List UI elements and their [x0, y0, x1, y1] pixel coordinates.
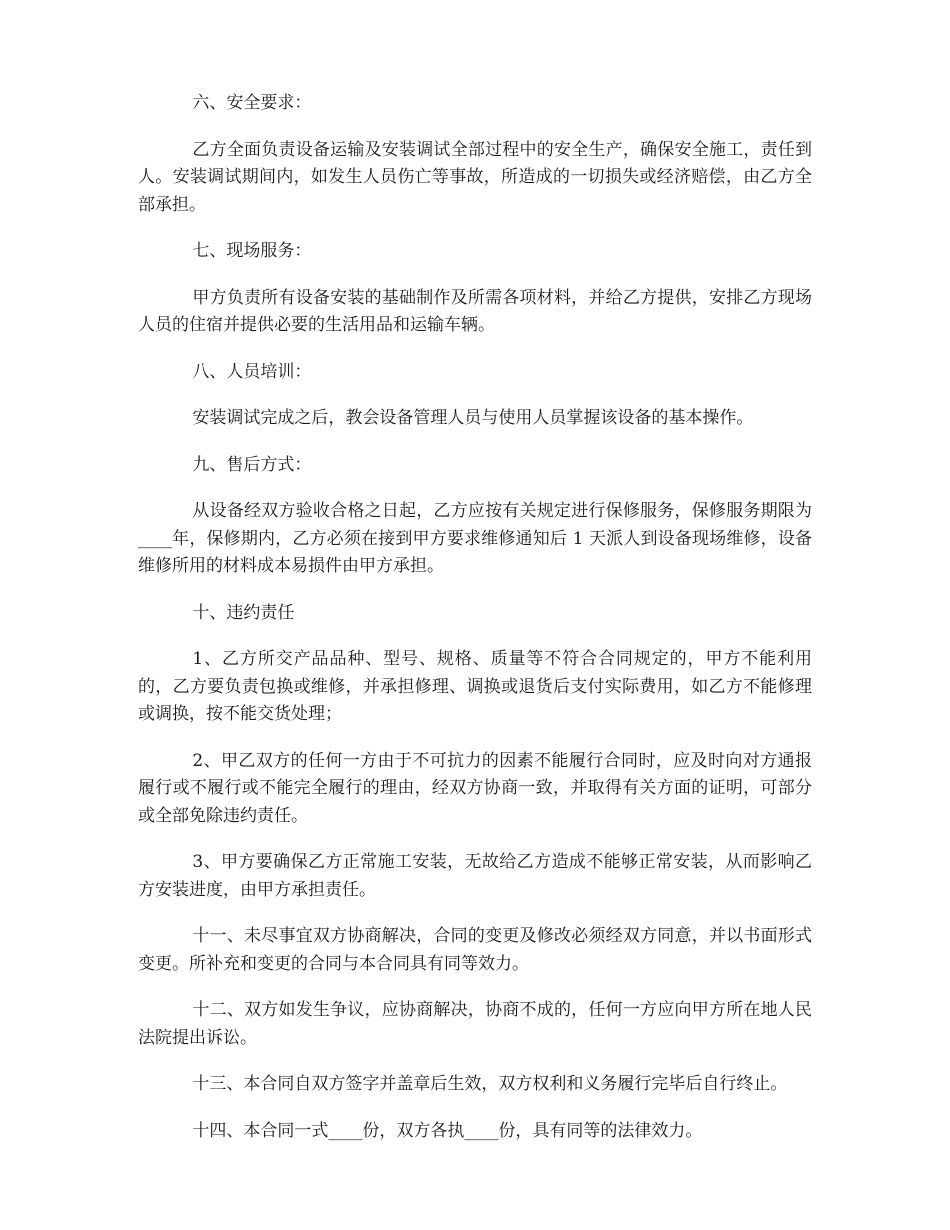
- paragraph-safety: 乙方全面负责设备运输及安装调试全部过程中的安全生产，确保安全施工，责任到人。安装调试期间内，如发生人员伤亡等事故，所造成的一切损失或经济赔偿，由乙方全部承担。: [138, 139, 812, 215]
- paragraph-onsite-service: 甲方负责所有设备安装的基础制作及所需各项材料，并给乙方提供，安排乙方现场人员的住宿并提供必要的生活用品和运输车辆。: [138, 287, 812, 335]
- paragraph-training: 安装调试完成之后，教会设备管理人员与使用人员掌握该设备的基本操作。: [192, 408, 754, 428]
- section-heading-after-sales: 九、售后方式：: [192, 454, 312, 475]
- section-heading-safety: 六、安全要求：: [192, 93, 312, 113]
- section-heading-liability: 十、违约责任: [192, 602, 295, 623]
- paragraph-after-sales: 从设备经双方验收合格之日起，乙方应按有关规定进行保修服务，保修服务期限为____年，保修期内，乙方必须在接到甲方要求维修通知后 1 天派人到设备现场维修，设备维修所用的材料成本易损件由甲方承担。: [138, 501, 812, 576]
- section-heading-onsite-service: 七、现场服务：: [192, 241, 312, 261]
- paragraph-clause-11: 十一、未尽事宜双方协商解决，合同的变更及修改必须经双方同意，并以书面形式变更。所补充和变更的合同与本合同具有同等效力。: [138, 926, 812, 974]
- paragraph-liability-2: 2、甲乙双方的任何一方由于不可抗力的因素不能履行合同时，应及时向对方通报履行或不履行或不能完全履行的理由，经双方协商一致，并取得有关方面的证明，可部分或全部免除违约责任。: [138, 750, 812, 826]
- paragraph-clause-14: 十四、本合同一式____份，双方各执____份，具有同等的法律效力。: [192, 1120, 703, 1141]
- paragraph-liability-3: 3、甲方要确保乙方正常施工安装，无故给乙方造成不能够正常安装，从而影响乙方安装进度，由甲方承担责任。: [138, 852, 812, 900]
- document-body: [138, 90, 812, 1164]
- paragraph-clause-13: 十三、本合同自双方签字并盖章后生效，双方权利和义务履行完毕后自行终止。: [192, 1074, 788, 1094]
- paragraph-liability-1: 1、乙方所交产品品种、型号、规格、质量等不符合合同规定的，甲方不能利用的，乙方要负责包换或维修，并承担修理、调换或退货后支付实际费用，如乙方不能修理或调换，按不能交货处理；: [138, 649, 812, 724]
- paragraph-clause-12: 十二、双方如发生争议，应协商解决，协商不成的，任何一方应向甲方所在地人民法院提出诉讼。: [138, 1000, 812, 1048]
- section-heading-training: 八、人员培训：: [192, 361, 312, 382]
